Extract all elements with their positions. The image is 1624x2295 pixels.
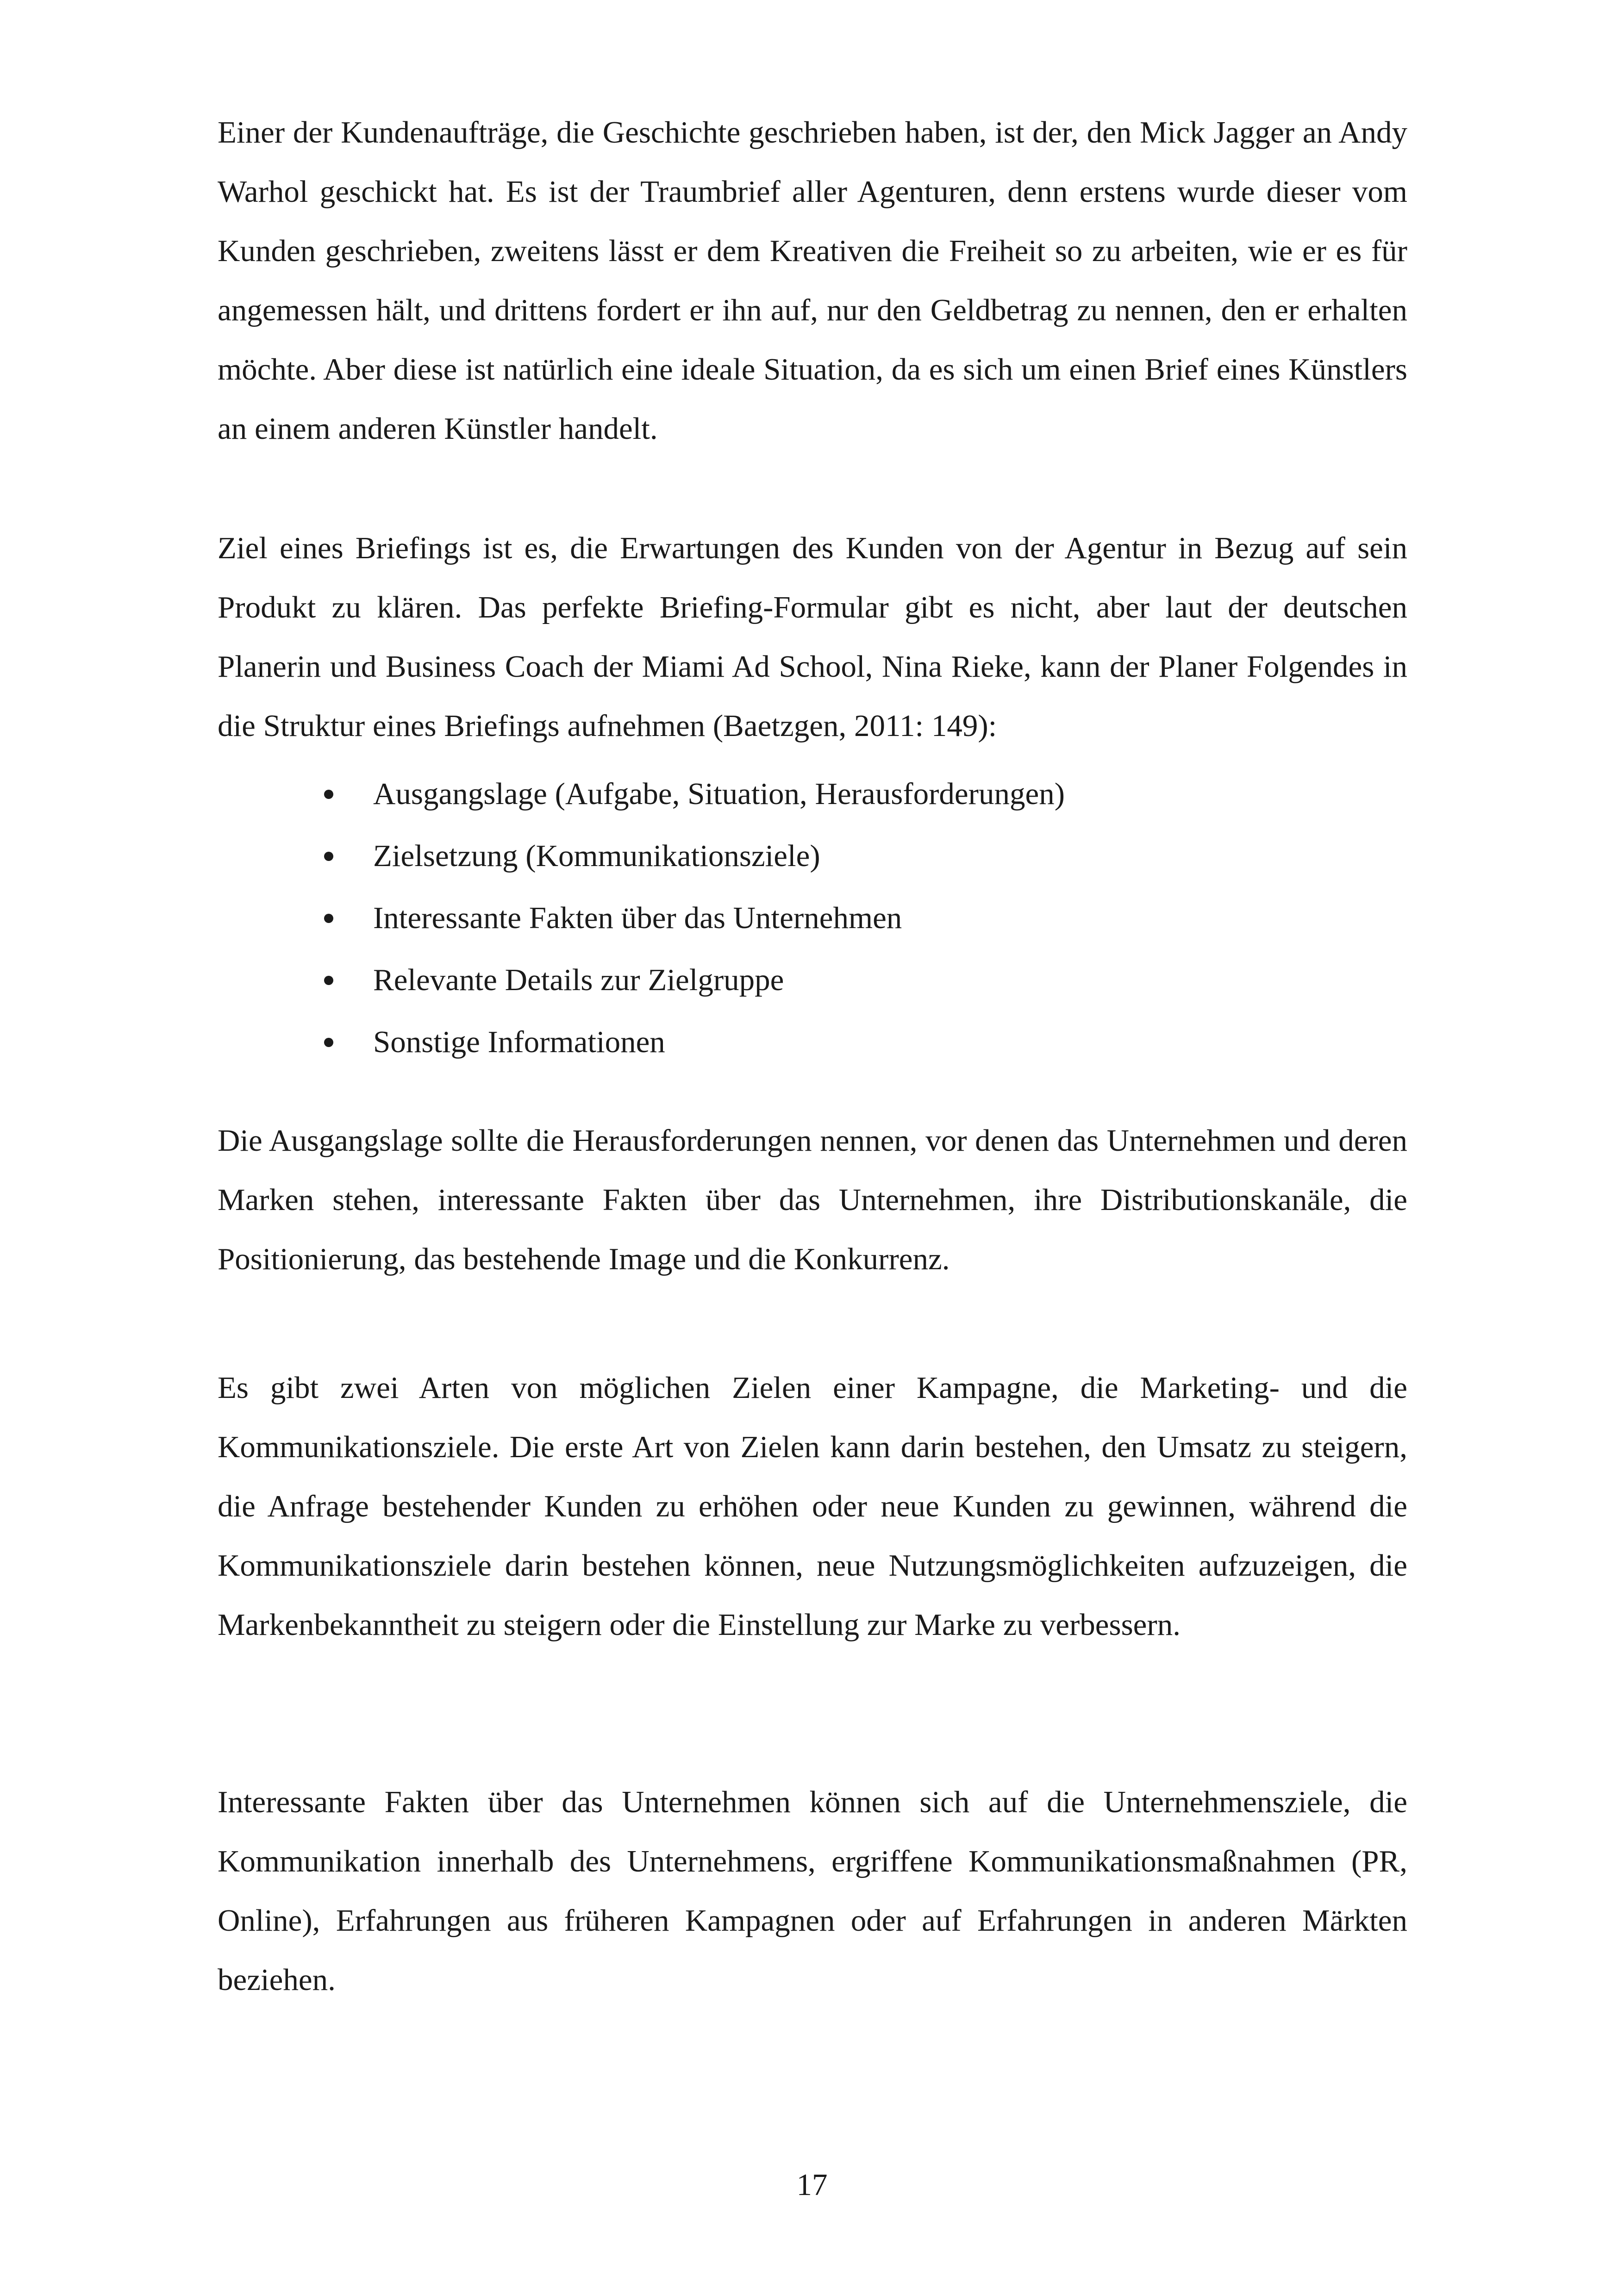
list-item-text: Interessante Fakten über das Unternehmen: [373, 901, 902, 935]
list-item-text: Sonstige Informationen: [373, 1025, 665, 1059]
bullet-icon: [324, 914, 333, 923]
list-item: [324, 763, 1389, 825]
paragraph-company-facts: Interessante Fakten über das Unternehmen können sich auf die Unternehmensziele, die Kommunikation innerhalb des Unternehmens, ergriffene Kommunikationsmaßnahmen (PR, Online), Erfahrungen aus früheren Kampagnen oder auf Erfahrungen in anderen Märkten beziehen.: [218, 1785, 1407, 1997]
list-item: [324, 825, 1389, 887]
paragraph-mick-jagger-letter: Einer der Kundenaufträge, die Geschichte geschrieben haben, ist der, den Mick Jagger an Andy Warhol geschickt hat. Es ist der Traumbrief aller Agenturen, denn erstens wurde dieser vom Kunden geschrieben, zweitens lässt er dem Kreativen die Freiheit so zu arbeiten, wie er es für angemessen hält, und drittens fordert er ihn auf, nur den Geldbetrag zu nennen, den er erhalten möchte. Aber diese ist natürlich eine ideale Situation, da es sich um einen Brief eines Künstlers an einem anderen Künstler handelt.: [218, 115, 1407, 446]
page-number: 17: [796, 2168, 828, 2202]
list-item-text: Zielsetzung (Kommunikationsziele): [373, 839, 820, 873]
bullet-icon: [324, 976, 333, 985]
paragraph-ausgangslage: Die Ausgangslage sollte die Herausforderungen nennen, vor denen das Unternehmen und deren Marken stehen, interessante Fakten über das Unternehmen, ihre Distributionskanäle, die Positionierung, das bestehende Image und die Konkurrenz.: [218, 1123, 1407, 1276]
list-item-text: Relevante Details zur Zielgruppe: [373, 963, 784, 997]
list-item: [324, 887, 1389, 949]
bullet-icon: [324, 852, 333, 861]
paragraph-campaign-goals: Es gibt zwei Arten von möglichen Zielen einer Kampagne, die Marketing- und die Kommunikationsziele. Die erste Art von Zielen kann darin bestehen, den Umsatz zu steigern, die Anfrage bestehender Kunden zu erhöhen oder neue Kunden zu gewinnen, während die Kommunikationsziele darin bestehen können, neue Nutzungsmöglichkeiten aufzuzeigen, die Markenbekanntheit zu steigern oder die Einstellung zur Marke zu verbessern.: [218, 1371, 1407, 1642]
bullet-icon: [324, 1038, 333, 1047]
list-item: [324, 1011, 1389, 1073]
bullet-icon: [324, 790, 333, 799]
list-item: [324, 949, 1389, 1011]
briefing-structure-list: [324, 763, 1389, 1073]
list-item-text: Ausgangslage (Aufgabe, Situation, Herausforderungen): [373, 777, 1065, 811]
paragraph-briefing-goal: Ziel eines Briefings ist es, die Erwartungen des Kunden von der Agentur in Bezug auf sein Produkt zu klären. Das perfekte Briefing-Formular gibt es nicht, aber laut der deutschen Planerin und Business Coach der Miami Ad School, Nina Rieke, kann der Planer Folgendes in die Struktur eines Briefings aufnehmen (Baetzgen, 2011: 149):: [218, 531, 1407, 743]
